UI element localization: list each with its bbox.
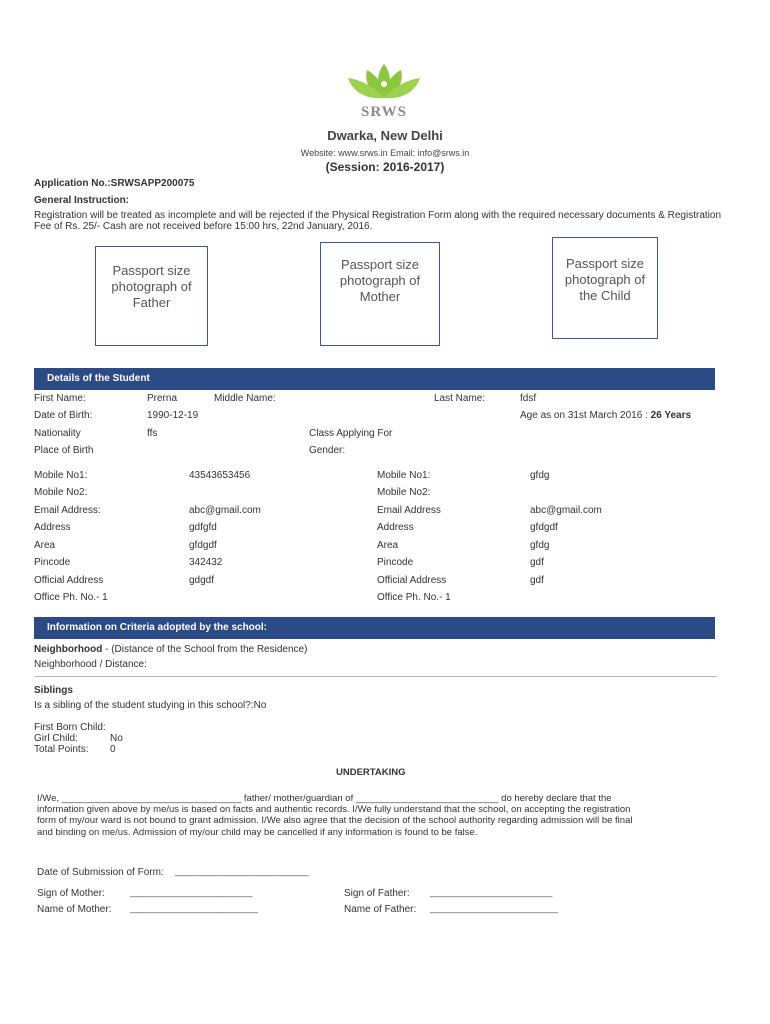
area-label: Area bbox=[34, 540, 56, 551]
application-number: Application No.:SRWSAPP200075 bbox=[34, 178, 195, 189]
father-photo-box[interactable] bbox=[95, 246, 208, 346]
last-name-value: fdsf bbox=[520, 393, 537, 404]
mother-photo-box[interactable] bbox=[320, 242, 440, 346]
instruction-text: Registration will be treated as incomplete and will be rejected if the Physical Registration Form along with the required necessary documents & Registration Fee of Rs. 25/- Cash are not received before 15:00 hrs, 22nd January, 2016. bbox=[34, 210, 722, 233]
child-photo-label: Passport size photograph of the Child bbox=[564, 256, 646, 303]
name-father-label: Name of Father: bbox=[344, 904, 417, 915]
office-phone-label: Office Ph. No.- 1 bbox=[377, 592, 451, 603]
pincode-label: Pincode bbox=[34, 557, 71, 568]
dob-value: 1990-12-19 bbox=[147, 410, 199, 421]
sign-father-label: Sign of Father: bbox=[344, 888, 410, 899]
session: (Session: 2016-2017) bbox=[325, 160, 445, 174]
instruction-title: General Instruction: bbox=[34, 195, 130, 206]
first-name-label: First Name: bbox=[34, 393, 86, 404]
name-mother-line[interactable]: _______________________ bbox=[130, 903, 258, 914]
email-label: Email Address: bbox=[34, 505, 101, 516]
first-name-value: Prerna bbox=[147, 393, 178, 404]
name-father-line[interactable]: _______________________ bbox=[430, 903, 558, 914]
mobile1-value: gfdg bbox=[530, 470, 550, 481]
srws-logo bbox=[334, 60, 434, 122]
area-value: gfdg bbox=[530, 540, 550, 551]
total-points-label: Total Points: bbox=[34, 744, 89, 755]
contact-line: Website: www.srws.in Email: info@srws.in bbox=[300, 148, 470, 158]
dob-label: Date of Birth: bbox=[34, 410, 93, 421]
submission-date-label: Date of Submission of Form: bbox=[37, 867, 164, 878]
first-born-label: First Born Child: bbox=[34, 722, 106, 733]
siblings-title: Siblings bbox=[34, 685, 73, 696]
logo-text: SRWS bbox=[361, 104, 407, 120]
undertaking-title: UNDERTAKING bbox=[336, 767, 406, 778]
email-value: abc@gmail.com bbox=[189, 505, 261, 516]
divider bbox=[34, 676, 717, 677]
criteria-section-header: Information on Criteria adopted by the school: bbox=[34, 617, 715, 639]
mother-photo-label: Passport size photograph of Mother bbox=[339, 257, 421, 304]
sign-father-line[interactable]: ______________________ bbox=[430, 887, 553, 898]
submission-date-line[interactable]: ________________________ bbox=[175, 866, 309, 877]
mobile2-label: Mobile No2: bbox=[377, 487, 431, 498]
pincode-value: 342432 bbox=[189, 557, 223, 568]
office-phone-label: Office Ph. No.- 1 bbox=[34, 592, 108, 603]
official-address-value: gdgdf bbox=[189, 575, 215, 586]
pincode-label: Pincode bbox=[377, 557, 414, 568]
last-name-label: Last Name: bbox=[434, 393, 486, 404]
class-label: Class Applying For bbox=[309, 428, 393, 439]
area-label: Area bbox=[377, 540, 399, 551]
mobile1-label: Mobile No1: bbox=[34, 470, 88, 481]
nationality-label: Nationality bbox=[34, 428, 81, 439]
neighborhood-distance: Neighborhood / Distance: bbox=[34, 659, 147, 670]
neighborhood-heading: Neighborhood - (Distance of the School from the Residence) bbox=[34, 644, 308, 655]
official-address-label: Official Address bbox=[34, 575, 104, 586]
student-section-header: Details of the Student bbox=[34, 368, 715, 390]
address-label: Address bbox=[34, 522, 71, 533]
child-photo-box[interactable] bbox=[552, 237, 658, 339]
nationality-value: ffs bbox=[147, 428, 158, 439]
siblings-question: Is a sibling of the student studying in this school?:No bbox=[34, 700, 267, 711]
sign-mother-label: Sign of Mother: bbox=[37, 888, 105, 899]
email-label: Email Address bbox=[377, 505, 441, 516]
school-location: Dwarka, New Delhi bbox=[327, 128, 443, 143]
girl-child-value: No bbox=[110, 733, 123, 744]
area-value: gfdgdf bbox=[189, 540, 217, 551]
undertaking-text: I/We, __________________________________ father/ mother/guardian of ___________________________ do hereby declare that the information given above by me/us is based on facts and authentic records. I/We fully understand that the school, on accepting the registration form of my/our ward is not bound to grant admission. I/We also agree that the decision of the school authority regarding admission will be final and binding on me/us. Admission of my/our child may be cancelled if any information is found to be false. bbox=[37, 793, 633, 838]
total-points-value: 0 bbox=[110, 744, 116, 755]
official-address-value: gdf bbox=[530, 575, 544, 586]
sign-mother-line[interactable]: ______________________ bbox=[130, 887, 253, 898]
father-photo-label: Passport size photograph of Father bbox=[111, 263, 192, 310]
pincode-value: gdf bbox=[530, 557, 544, 568]
middle-name-label: Middle Name: bbox=[214, 393, 276, 404]
email-value: abc@gmail.com bbox=[530, 505, 602, 516]
mobile2-label: Mobile No2: bbox=[34, 487, 88, 498]
address-label: Address bbox=[377, 522, 414, 533]
address-value: gfdgdf bbox=[530, 522, 558, 533]
official-address-label: Official Address bbox=[377, 575, 447, 586]
name-mother-label: Name of Mother: bbox=[37, 904, 112, 915]
place-of-birth-label: Place of Birth bbox=[34, 445, 94, 456]
gender-label: Gender: bbox=[309, 445, 346, 456]
address-value: gdfgfd bbox=[189, 522, 217, 533]
mobile1-label: Mobile No1: bbox=[377, 470, 431, 481]
girl-child-label: Girl Child: bbox=[34, 733, 78, 744]
mobile1-value: 43543653456 bbox=[189, 470, 251, 481]
age-field: Age as on 31st March 2016 : 26 Years bbox=[520, 410, 692, 421]
